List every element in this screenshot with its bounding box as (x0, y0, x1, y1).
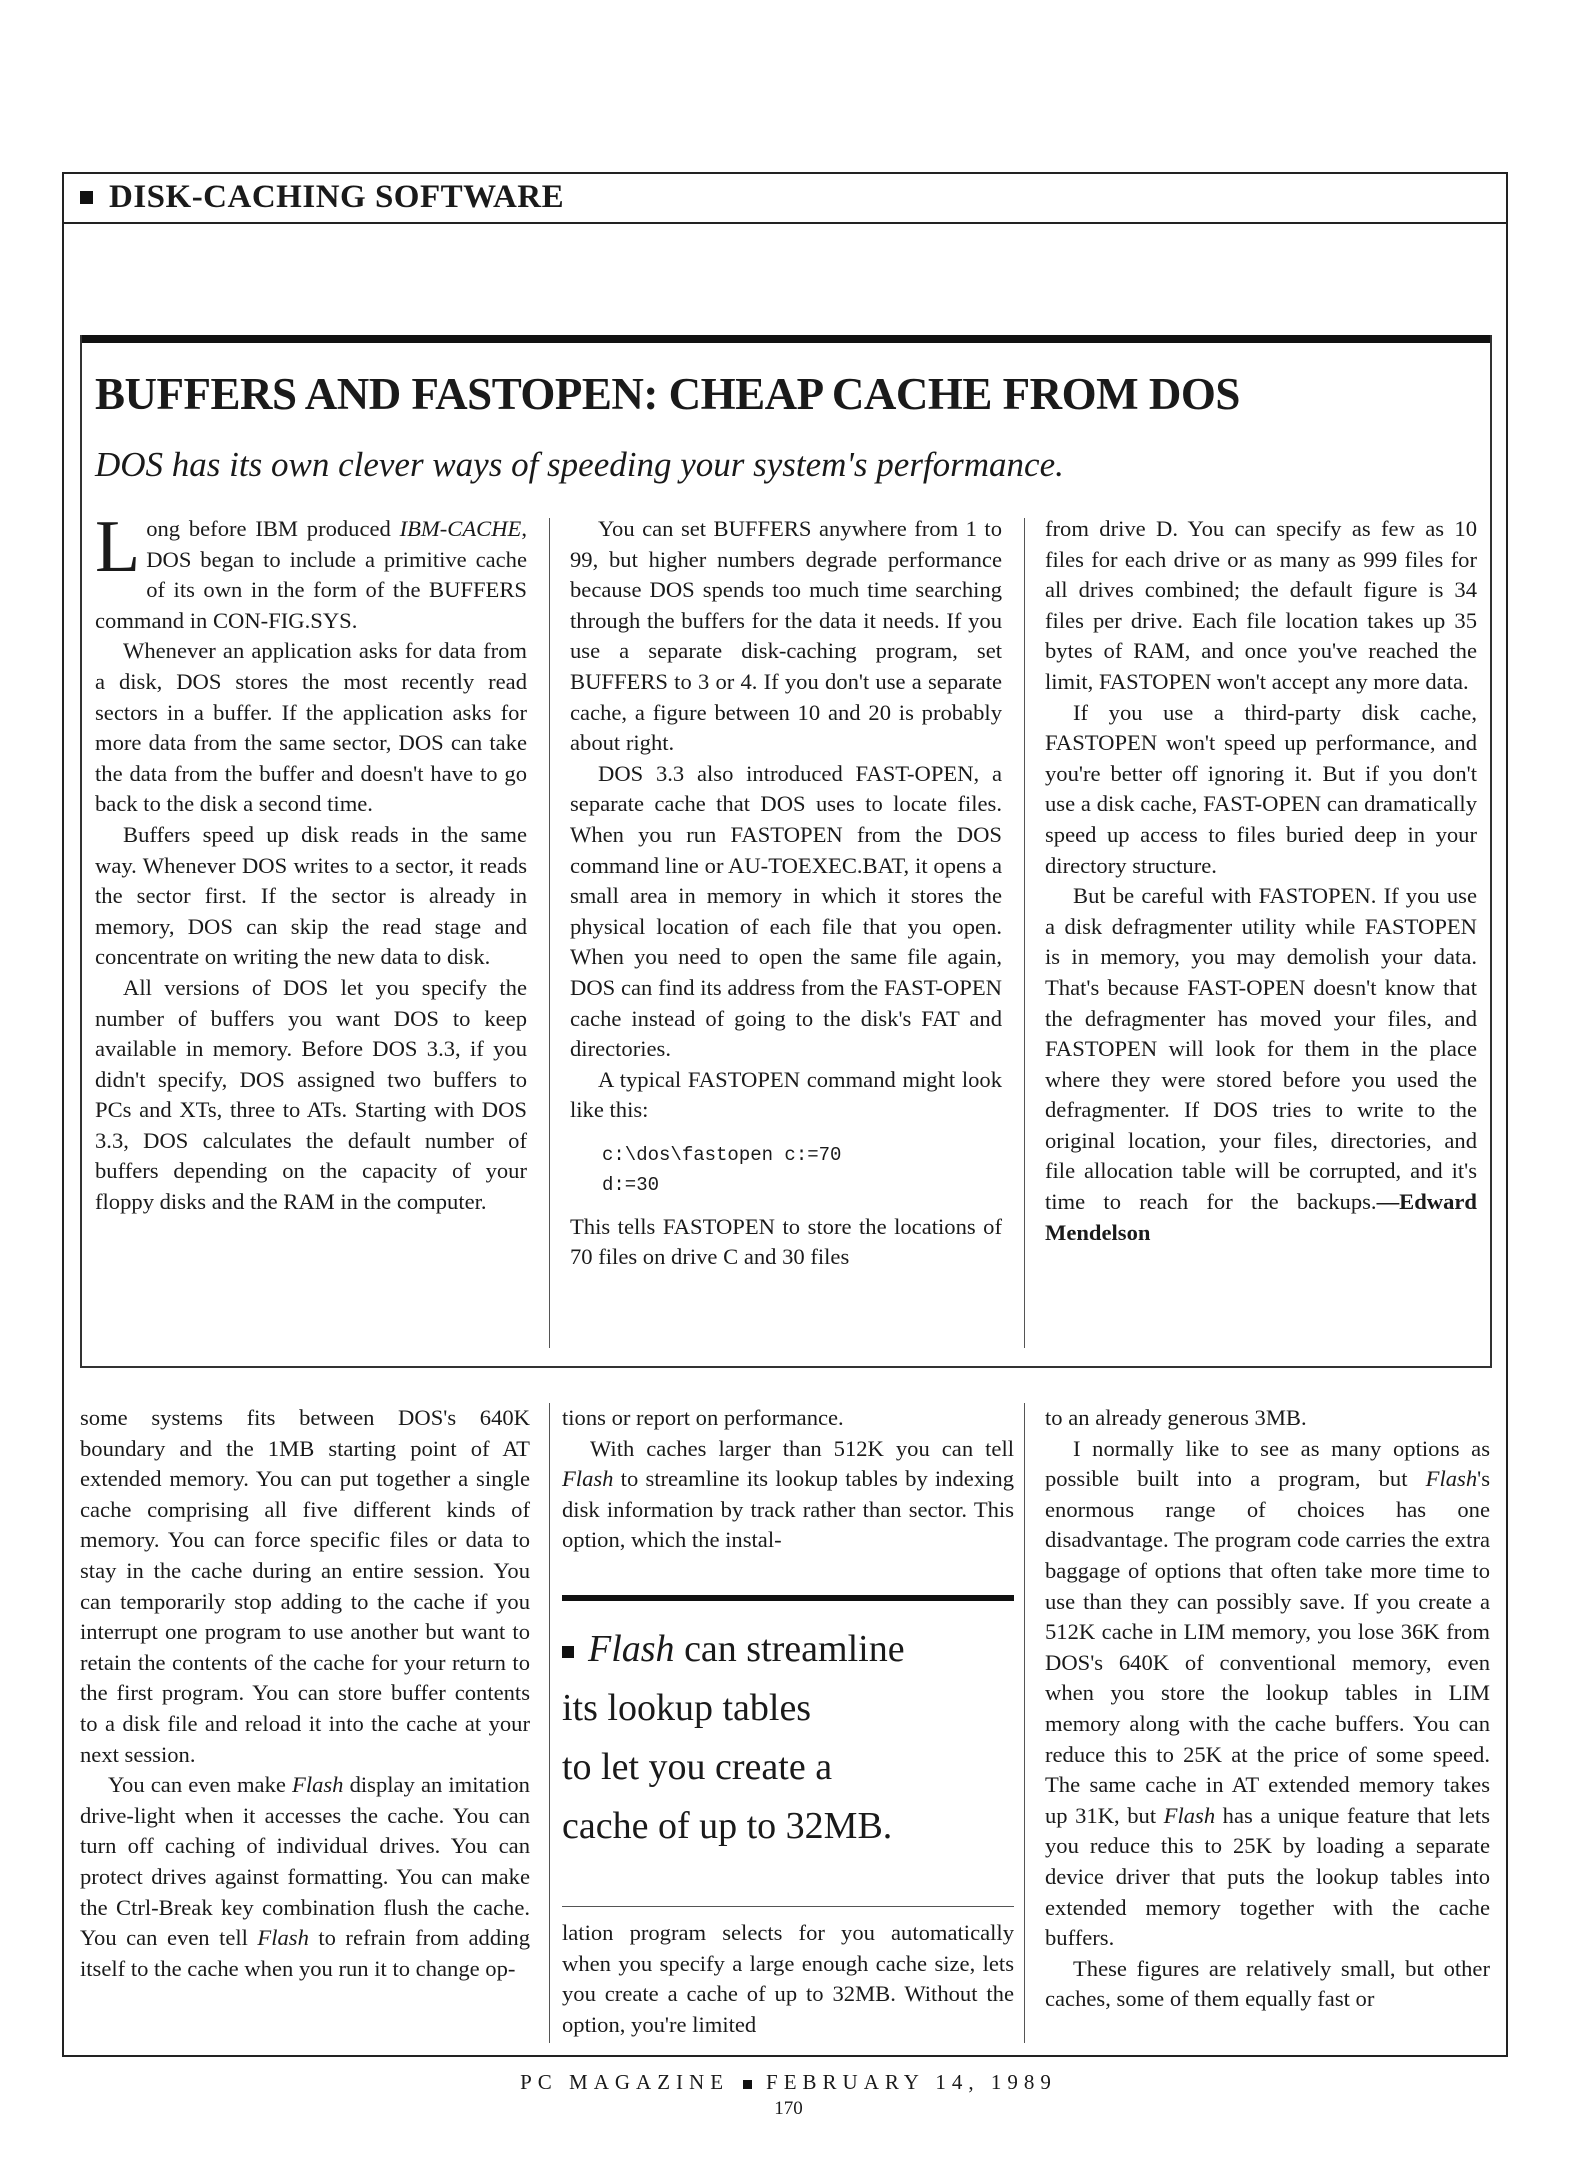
text-run: But be careful with FASTOPEN. If you use a disk defragmenter utility while FASTOPEN is in memory, you may demolish your data. That's because FAST-OPEN doesn't know that the defragmenter has moved your files, and FASTOPEN will look for them in the place where they were stored before you used the defragmenter. If DOS tries to write to the original location, your files, directories, and file allocation table will be corrupted, and it's time to reach for the backups. (1045, 883, 1477, 1215)
paragraph: You can set BUFFERS anywhere from 1 to 99, but higher numbers degrade performance because DOS spends too much time searching through the buffers for the data it needs. If you use a separate disk-caching program, set BUFFERS to 3 or 4. If you don't use a separate cache, a figure between 10 and 20 is probably about right. (570, 516, 1002, 756)
paragraph (80, 1770, 530, 1984)
text-run: display an imitation drive-light when it accesses the cache. You can turn off caching of individual drives. You can protect drives against formatting. You can make the Ctrl-Break key combination flush the cache. You can even tell (80, 1772, 530, 1951)
paragraph: tions or report on performance. (562, 1405, 844, 1430)
main-column-1 (80, 1403, 530, 1984)
magazine-name: PC MAGAZINE (520, 2070, 730, 2094)
page-footer (0, 2070, 1577, 2095)
column-divider (549, 518, 550, 1348)
text-run: to refrain from adding itself to the cache when you run it to change op- (80, 1925, 530, 1981)
paragraph: Whenever an application asks for data from a disk, DOS stores the most recently read sectors in a buffer. If the application asks for more data from the same sector, DOS can take the data from the buffer and doesn't have to go back to the disk a second time. (95, 638, 527, 817)
text-run: ong before IBM produced (146, 516, 400, 541)
square-bullet-icon (743, 2080, 752, 2089)
drop-cap: L (95, 506, 141, 588)
page-number: 170 (774, 2098, 803, 2119)
product-name: Flash (1163, 1802, 1216, 1828)
product-name: IBM-CACHE (399, 516, 522, 541)
paragraph: These figures are relatively small, but other caches, some of them equally fast or (1045, 1955, 1490, 2012)
product-name: Flash (562, 1466, 614, 1492)
sidebar-column-2 (570, 514, 1002, 1273)
column-divider (1024, 1403, 1025, 2043)
sidebar-title: BUFFERS AND FASTOPEN: CHEAP CACHE FROM DOS (95, 369, 1240, 419)
paragraph: from drive D. You can specify as few as 10 files for each drive or as many as 999 files for all drives combined; the default figure is 34 files per drive. Each file location takes up 35 bytes of RAM, and once you've reached the limit, FASTOPEN won't accept any more data. (1045, 516, 1477, 694)
paragraph: If you use a third-party disk cache, FASTOPEN won't speed up performance, and you're better off ignoring it. But if you don't use a disk cache, FAST-OPEN can dramatically speed up access to files buried deep in your directory structure. (1045, 699, 1477, 878)
pull-quote (562, 1620, 1022, 1856)
text-run: , DOS began to include a primitive cache of its own in the form of the BUFFERS command in CON-FIG.SYS. (95, 516, 527, 633)
pull-quote-line: cache of up to 32MB. (562, 1805, 893, 1847)
main-column-3 (1045, 1403, 1490, 2015)
text-run: to streamline its lookup tables by indexing disk information by track rather than sector. This option, which the instal- (562, 1466, 1014, 1553)
paragraph: Buffers speed up disk reads in the same way. Whenever DOS writes to a sector, it reads the sector first. If the sector is already in memory, DOS can skip the read stage and concentrate on writing the new data to disk. (95, 821, 527, 970)
paragraph (1045, 1434, 1490, 1954)
column-divider (549, 1403, 550, 2043)
pull-quote-top-rule (562, 1595, 1014, 1601)
paragraph: All versions of DOS let you specify the number of buffers you want DOS to keep available in memory. Before DOS 3.3, if you didn't specify, DOS assigned two buffers to PCs and XTs, three to ATs. Starting with DOS 3.3, DOS calculates the default number of buffers depending on the capacity of your floppy disks and the RAM in the computer. (95, 974, 527, 1215)
paragraph: This tells FASTOPEN to store the locations of 70 files on drive C and 30 files (570, 1213, 1002, 1270)
pull-quote-line: to let you create a (562, 1746, 833, 1788)
square-bullet-icon (80, 191, 93, 204)
paragraph: A typical FASTOPEN command might look like this: (570, 1066, 1002, 1123)
section-header-label: DISK-CACHING SOFTWARE (109, 178, 565, 215)
paragraph: DOS 3.3 also introduced FAST-OPEN, a separate cache that DOS uses to locate files. When you run FASTOPEN from the DOS command line or AU-TOEXEC.BAT, it opens a small area in memory in which it stores the physical location of each file that you open. When you need to open the same file again, DOS can find its address from the FAST-OPEN cache instead of going to the disk's FAT and directories. (570, 760, 1002, 1062)
square-bullet-icon (562, 1646, 574, 1658)
pull-quote-bottom-rule (562, 1906, 1014, 1907)
main-column-2-bottom (562, 1918, 1014, 2040)
paragraph: lation program selects for you automatically when you specify a large enough cache size, lets you create a cache of up to 32MB. Without the option, you're limited (562, 1920, 1014, 2037)
pull-quote-line: its lookup tables (562, 1687, 812, 1729)
text-run: With caches larger than 512K you can tell (590, 1435, 1014, 1461)
paragraph: to an already generous 3MB. (1045, 1405, 1307, 1430)
sidebar-deck: DOS has its own clever ways of speeding your system's performance. (95, 445, 1064, 484)
main-column-2-top (562, 1403, 1014, 1556)
text-run: 's enormous range of choices has one disadvantage. The program code carries the extra baggage of options that often take more time to use than they can possibly save. If you create a 512K cache in LIM memory, you lose 36K from DOS's 640K of conventional memory, even when you store the lookup tables in LIM memory along with the cache buffers. You can reduce this to 25K at the price of some speed. The same cache in AT extended memory takes up 31K, but (1045, 1466, 1490, 1828)
text-run: You can even make (108, 1772, 293, 1798)
product-name: Flash (292, 1772, 344, 1798)
sidebar-column-3 (1045, 514, 1477, 1248)
paragraph (562, 1434, 1014, 1556)
paragraph: some systems fits between DOS's 640K boundary and the 1MB starting point of AT extended memory. You can put together a single cache comprising all five different kinds of memory. You can force specific files or data to stay in the cache during an entire session. You can temporarily stop adding to the cache if you interrupt one program to use another but want to retain the contents of the cache for your return to the first program. You can store buffer contents to a disk file and reload it into the cache at your next session. (80, 1405, 530, 1767)
product-name: Flash (588, 1628, 675, 1670)
text-run: has a unique feature that lets you reduce this to 25K by loading a separate device driver that puts the lookup tables into extended memory together with the cache buffers. (1045, 1802, 1490, 1951)
pull-quote-line (562, 1620, 1022, 1679)
sidebar-column-1 (95, 506, 527, 1218)
text-run: I normally like to see as many options as possible built into a program, but (1045, 1435, 1490, 1492)
product-name: Flash (1425, 1466, 1478, 1492)
paragraph (1045, 881, 1477, 1248)
section-header (62, 172, 1508, 224)
product-name: Flash (257, 1925, 309, 1951)
text-run: can streamline (674, 1628, 905, 1670)
paragraph (95, 506, 527, 636)
issue-date: FEBRUARY 14, 1989 (766, 2070, 1057, 2094)
code-sample: c:\dos\fastopen c:=70 d:=30 (602, 1143, 842, 1196)
column-divider (1024, 518, 1025, 1348)
author-signature: —Edward Mendelson (1045, 1189, 1477, 1245)
